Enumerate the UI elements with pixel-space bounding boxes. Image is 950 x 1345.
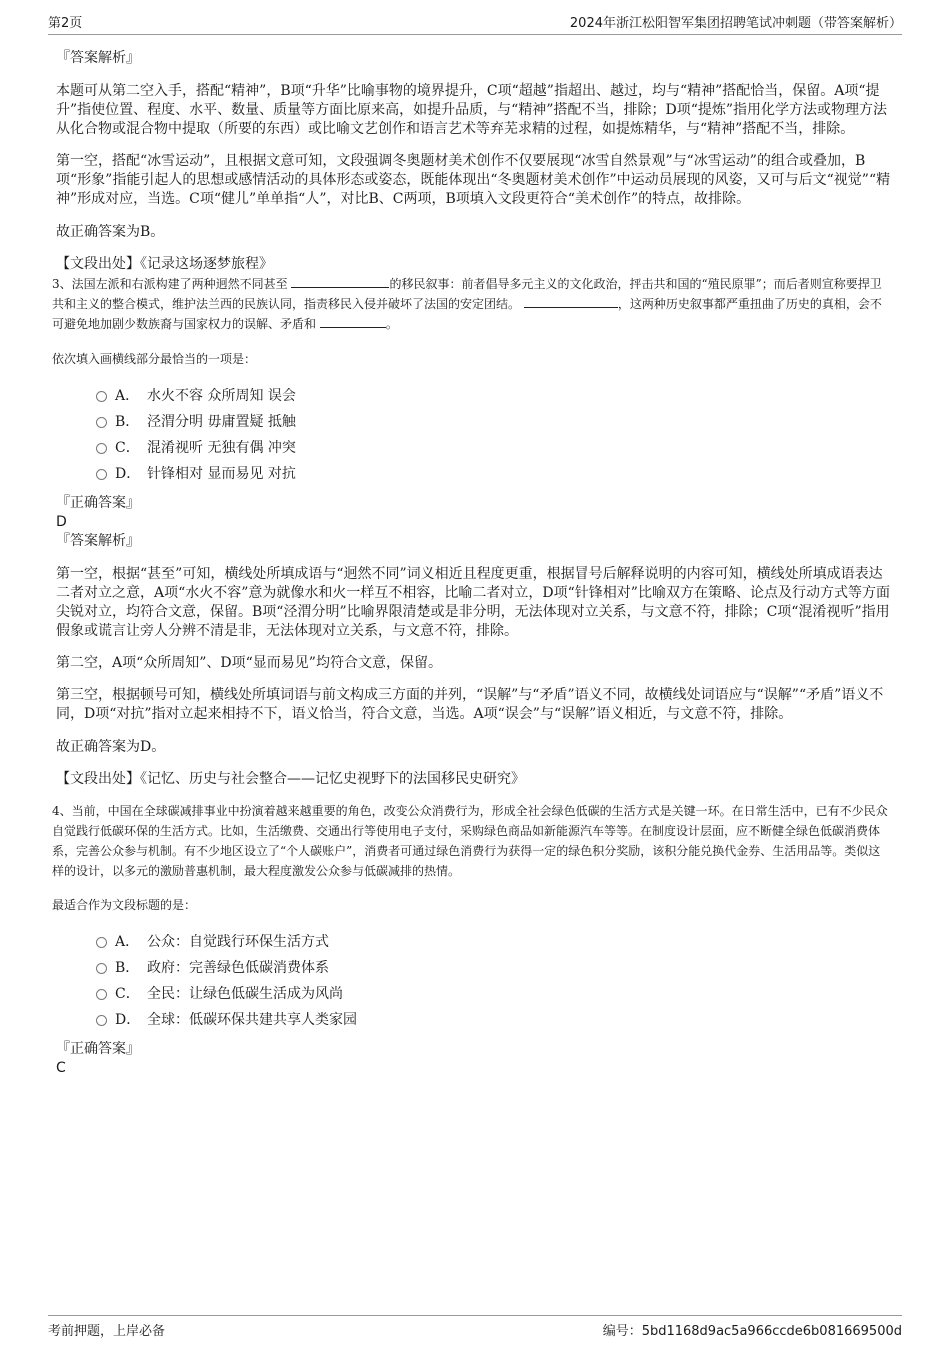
radio-circle-icon[interactable] (96, 391, 107, 402)
q3-stem (52, 274, 892, 334)
option-text: 政府：完善绿色低碳消费体系 (147, 960, 329, 976)
q3-stem-part-d: 。 (385, 317, 398, 331)
page-header (48, 12, 902, 35)
q3-source: 【文段出处】《记忆、历史与社会整合——记忆史视野下的法国移民史研究》 (56, 771, 525, 787)
option-letter: A． (115, 388, 140, 404)
option-letter: C． (115, 440, 140, 456)
q4-option-b[interactable] (96, 955, 892, 981)
q2-analysis-p2: 第一空，搭配“冰雪运动”，且根据文意可知，文段强调冬奥题材美术创作不仅要展现“冰雪自然景观”与“冰雪运动”的组合或叠加，B项“形象”指能引起人的思想或感情活动的具体形态或姿态，既能体现出“冬奥题材美术创作”中运动员展现的风姿，又可与后文“视觉”“精神”形成对应，当选。C项“健儿”单单指“人”，对比B、C两项，B项填入文段更符合“美术创作”的特点，故排除。 (56, 153, 891, 207)
page-content (52, 46, 892, 1077)
option-letter: D． (115, 1012, 141, 1028)
q2-analysis-label: 『答案解析』 (56, 50, 140, 66)
document-id: 编号：5bd1168d9ac5a966ccde6b081669500d (602, 1324, 902, 1339)
q3-prompt: 依次填入画横线部分最恰当的一项是： (52, 352, 257, 366)
radio-circle-icon[interactable] (96, 1015, 107, 1026)
page-footer (48, 1315, 902, 1339)
q3-answer: D (56, 514, 67, 530)
q2-source: 【文段出处】《记录这场逐梦旅程》 (56, 256, 273, 272)
q3-blank-3 (320, 315, 386, 328)
q4-option-a[interactable] (96, 929, 892, 955)
option-letter: D． (115, 466, 141, 482)
radio-circle-icon[interactable] (96, 417, 107, 428)
q3-blank-2 (524, 295, 618, 308)
q3-conclusion: 故正确答案为D。 (56, 739, 166, 755)
option-text: 水火不容 众所周知 误会 (147, 388, 296, 404)
q4-stem: 4、当前，中国在全球碳减排事业中扮演着越来越重要的角色，改变公众消费行为，形成全社会绿色低碳的生活方式是关键一环。在日常生活中，已有不少民众自觉践行低碳环保的生活方式。比如，生活缴费、交通出行等使用电子支付，采购绿色商品如新能源汽车等等。在制度设计层面，应不断健全绿色低碳消费体系，完善公众参与机制。有不少地区设立了“个人碳账户”，消费者可通过绿色消费行为获得一定的绿色积分奖励，该积分能兑换代金券、生活用品等。类似这样的设计，以多元的激励普惠机制，最大程度激发公众参与低碳减排的热情。 (52, 804, 888, 878)
option-letter: C． (115, 986, 140, 1002)
radio-circle-icon[interactable] (96, 989, 107, 1000)
option-text: 全民：让绿色低碳生活成为风尚 (147, 986, 343, 1002)
radio-circle-icon[interactable] (96, 963, 107, 974)
q3-analysis-p3: 第三空，根据顿号可知，横线处所填词语与前文构成三方面的并列，“误解”与“矛盾”语义不同，故横线处词语应与“误解”“矛盾”语义不同，D项“对抗”指对立起来相持不下，语义恰当，符合文意，当选。A项“误会”与“误解”语义相近，与文意不符，排除。 (56, 687, 884, 722)
q4-answer: C (56, 1060, 66, 1076)
q3-option-a[interactable] (96, 383, 892, 409)
radio-circle-icon[interactable] (96, 937, 107, 948)
q3-option-c[interactable] (96, 435, 892, 461)
q4-prompt: 最适合作为文段标题的是： (52, 898, 197, 912)
page-number: 第2页 (48, 16, 83, 31)
radio-circle-icon[interactable] (96, 469, 107, 480)
option-text: 全球：低碳环保共建共享人类家园 (147, 1012, 357, 1028)
q2-analysis-p1: 本题可从第二空入手，搭配“精神”，B项“升华”比喻事物的境界提升，C项“超越”指超出、越过，均与“精神”搭配恰当，保留。A项“提升”指使位置、程度、水平、数量、质量等方面比原来高，如提升品质，与“精神”搭配不当，排除；D项“提炼”指用化学方法或物理方法从化合物或混合物中提取（所要的东西）或比喻文艺创作和语言艺术等弃芜求精的过程，如提炼精华，与“精神”搭配不当，排除。 (56, 83, 888, 137)
option-text: 混淆视听 无独有偶 冲突 (147, 440, 296, 456)
q3-options (96, 383, 892, 487)
radio-circle-icon[interactable] (96, 443, 107, 454)
q3-stem-part-b: 的移民叙事：前者倡导多元主义的文化政治，抨击共和国的“殖民原罪”；而后者则宣称要捍卫共和主义的整合模式，维护法兰西的民族认同，指责移民入侵并破坏了法国的安定团结。 (52, 277, 882, 311)
option-letter: B． (115, 414, 140, 430)
q4-answer-label: 『正确答案』 (56, 1041, 140, 1057)
q4-options (96, 929, 892, 1033)
q3-blank-1 (291, 275, 389, 288)
q4-option-c[interactable] (96, 981, 892, 1007)
q3-analysis-p2: 第二空，A项“众所周知”、D项“显而易见”均符合文意，保留。 (56, 655, 442, 671)
footer-slogan: 考前押题，上岸必备 (48, 1324, 166, 1339)
q2-conclusion: 故正确答案为B。 (56, 224, 165, 240)
option-text: 针锋相对 显而易见 对抗 (147, 466, 296, 482)
option-text: 泾渭分明 毋庸置疑 抵触 (147, 414, 296, 430)
option-letter: B． (115, 960, 140, 976)
q3-option-d[interactable] (96, 461, 892, 487)
option-text: 公众：自觉践行环保生活方式 (147, 934, 329, 950)
q3-stem-part-c: ，这两种历史叙事都严重扭曲了历史的真相，会不可避免地加剧少数族裔与国家权力的误解、矛盾和 (52, 297, 882, 331)
q3-analysis-p1: 第一空，根据“甚至”可知，横线处所填成语与“迥然不同”词义相近且程度更重，根据冒号后解释说明的内容可知，横线处所填成语表达二者对立之意，A项“水火不容”意为就像水和火一样互不相容，比喻二者对立，D项“针锋相对”比喻双方在策略、论点及行动方式等方面尖锐对立，均符合文意，保留。B项“泾渭分明”比喻界限清楚或是非分明，无法体现对立关系，与文意不符，排除；C项“混淆视听”指用假象或谎言让旁人分辨不清是非，无法体现对立关系，与文意不符，排除。 (56, 566, 890, 639)
q3-stem-part-a: 3、法国左派和右派构建了两种迥然不同甚至 (52, 277, 288, 291)
q3-option-b[interactable] (96, 409, 892, 435)
q3-analysis-label: 『答案解析』 (56, 533, 140, 549)
q4-option-d[interactable] (96, 1007, 892, 1033)
document-title: 2024年浙江松阳智军集团招聘笔试冲刺题（带答案解析） (569, 16, 902, 31)
option-letter: A． (115, 934, 140, 950)
q3-answer-label: 『正确答案』 (56, 495, 140, 511)
